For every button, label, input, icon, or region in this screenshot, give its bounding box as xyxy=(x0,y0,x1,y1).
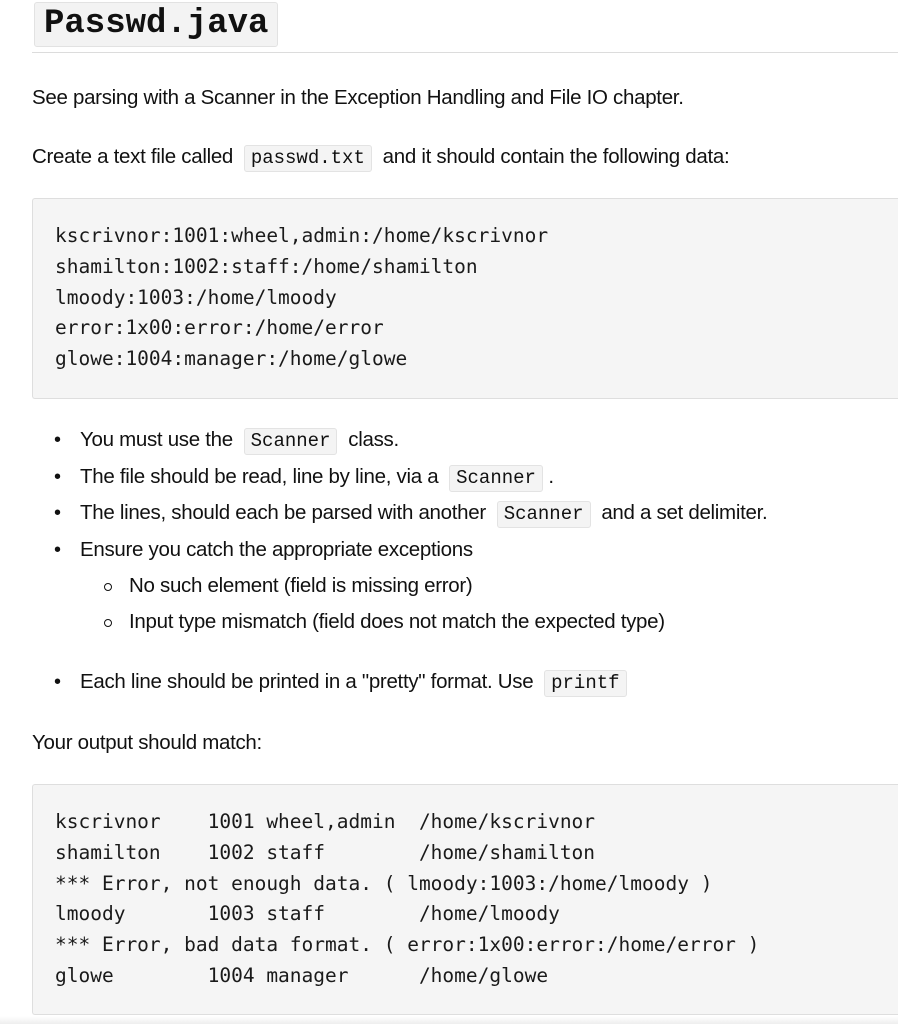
sub-list-item xyxy=(32,610,898,646)
output-line: shamilton 1002 staff /home/shamilton xyxy=(55,840,596,864)
output-line: lmoody 1003 staff /home/lmoody xyxy=(55,902,560,926)
list-item-text: . xyxy=(548,464,554,488)
scanner-code: Scanner xyxy=(449,465,543,492)
intro-line1: See parsing with a Scanner in the Exception Handling and File IO chapter. xyxy=(32,86,684,109)
output-line: *** Error, not enough data. ( lmoody:1003:/home/lmoody ) xyxy=(55,871,713,895)
list-item xyxy=(32,538,898,575)
code-line: lmoody:1003:/home/lmoody xyxy=(55,285,337,309)
scanner-code: Scanner xyxy=(244,428,338,455)
sub-list-item-text: Input type mismatch (field does not match the expected type) xyxy=(129,610,665,633)
input-data-block xyxy=(32,198,898,399)
list-item-text: and a set delimiter. xyxy=(601,501,768,524)
bottom-fade xyxy=(0,1016,898,1024)
scanner-code: Scanner xyxy=(497,501,591,528)
expected-output-block xyxy=(32,784,898,1015)
code-line: error:1x00:error:/home/error xyxy=(55,316,384,340)
code-line: shamilton:1002:staff:/home/shamilton xyxy=(55,254,478,278)
page-title: Passwd.java xyxy=(34,2,278,47)
code-line: kscrivnor:1001:wheel,admin:/home/kscrivnor xyxy=(55,224,549,247)
output-line: glowe 1004 manager /home/glowe xyxy=(55,963,549,987)
output-label: Your output should match: xyxy=(32,731,262,754)
list-item xyxy=(32,670,898,707)
list-item-text: Ensure you catch the appropriate exceptions xyxy=(80,537,473,561)
title-bar xyxy=(32,0,898,53)
list-item-text: Each line should be printed in a "pretty" format. Use xyxy=(80,670,534,693)
list-item-text: The file should be read, line by line, via a xyxy=(80,464,439,488)
output-line: kscrivnor 1001 wheel,admin /home/kscrivnor xyxy=(55,810,596,833)
create-file-text: Create a text file called xyxy=(32,145,234,168)
list-item-text: class. xyxy=(348,428,399,451)
filename-code: passwd.txt xyxy=(244,145,372,172)
list-item xyxy=(32,428,898,465)
list-item xyxy=(32,501,898,538)
list-item-text: You must use the xyxy=(80,428,233,451)
create-file-paragraph xyxy=(32,145,729,170)
list-item xyxy=(32,465,898,502)
create-file-text-after: and it should contain the following data: xyxy=(382,145,730,168)
intro-paragraph xyxy=(32,86,684,110)
output-line: *** Error, bad data format. ( error:1x00:error:/home/error ) xyxy=(55,933,760,957)
requirements-list xyxy=(32,428,898,707)
code-line: glowe:1004:manager:/home/glowe xyxy=(55,347,408,371)
sub-list-item-text: No such element (field is missing error) xyxy=(129,574,473,597)
list-item-text: The lines, should each be parsed with another xyxy=(80,501,486,524)
page-content xyxy=(32,0,898,987)
printf-code: printf xyxy=(544,670,626,697)
sub-list-item xyxy=(32,574,898,610)
